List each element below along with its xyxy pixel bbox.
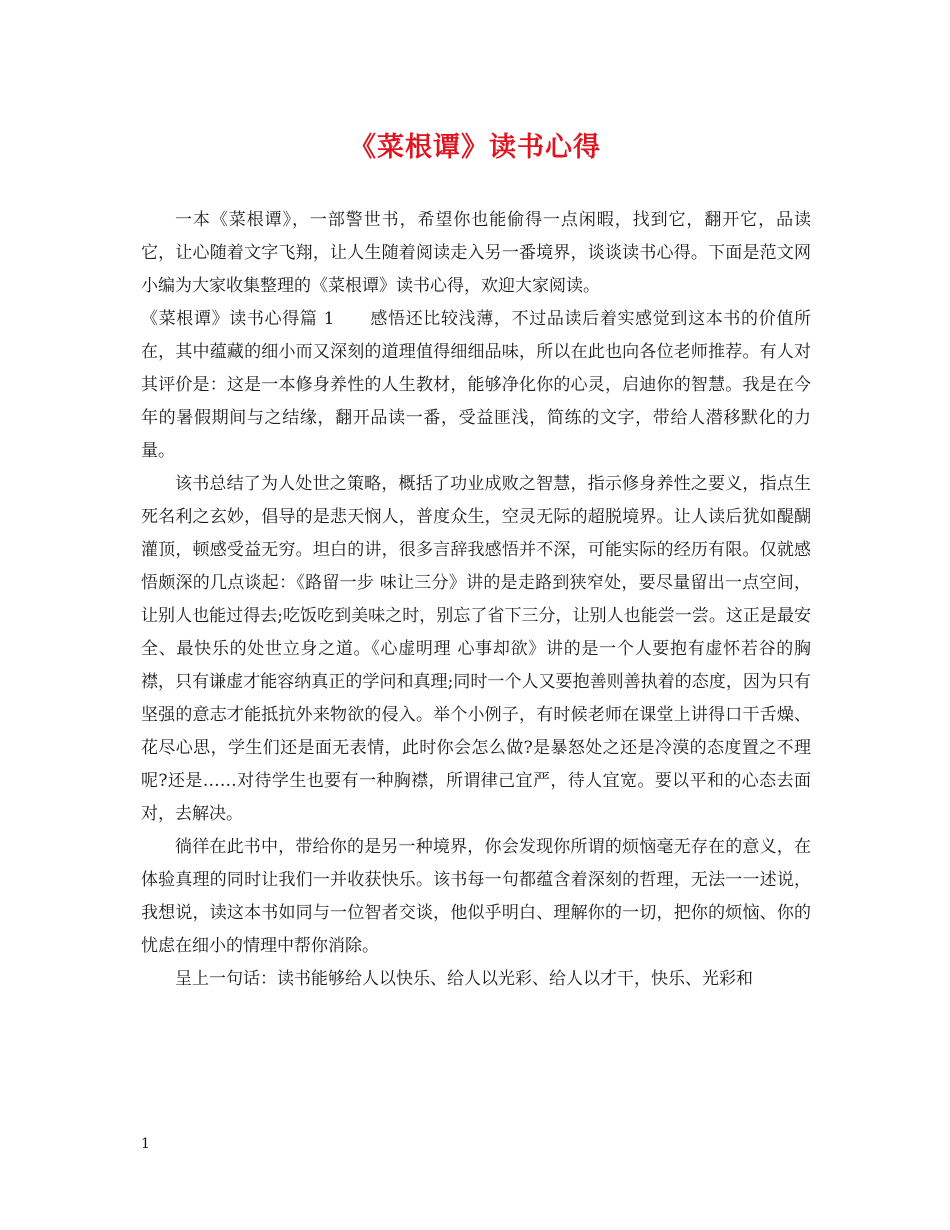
paragraph-intro: 一本《菜根谭》，一部警世书，希望你也能偷得一点闲暇，找到它，翻开它，品读它，让心随着文字飞翔，让人生随着阅读走入另一番境界，谈谈读书心得。下面是范文网小编为大家收集整理的《菜根谭》读书心得，欢迎大家阅读。 xyxy=(141,210,811,296)
paragraph-summary: 该书总结了为人处世之策略，概括了功业成败之智慧，指示修身养性之要义，指点生死名利之玄妙，倡导的是悲天悯人，普度众生，空灵无际的超脱境界。让人读后犹如醍醐灌顶，顿感受益无穷。坦白的讲，很多言辞我感悟并不深，可能实际的经历有限。仅就感悟颇深的几点谈起：《路留一步 味让三分》讲的是走路到狭窄处，要尽量留出一点空间，让别人也能过得去;吃饭吃到美味之时，别忘了省下三分，让别人也能尝一尝。这正是最安全、最快乐的处世立身之道。《心虚明理 心事却欲》讲的是一个人要抱有虚怀若谷的胸襟，只有谦虚才能容纳真正的学问和真理;同时一个人又要抱善则善执着的态度，因为只有坚强的意志才能抵抗外来物欲的侵入。举个小例子，有时候老师在课堂上讲得口干舌燥、花尽心思，学生们还是面无表情，此时你会怎么做?是暴怒处之还是冷漠的态度置之不理呢?还是……对待学生也要有一种胸襟，所谓律己宜严，待人宜宽。要以平和的心态去面对，去解决。 xyxy=(141,474,811,824)
paragraph-reflection: 徜徉在此书中，带给你的是另一种境界，你会发现你所谓的烦恼毫无存在的意义，在体验真理的同时让我们一并收获快乐。该书每一句都蕴含着深刻的哲理，无法一一述说，我想说，读这本书如同与一位智者交谈，他似乎明白、理解你的一切，把你的烦恼、你的忧虑在细小的情理中帮你消除。 xyxy=(141,837,811,956)
page-number: 1 xyxy=(141,1136,150,1152)
paragraph-section-1: 《菜根谭》读书心得篇 1 感悟还比较浅薄，不过品读后着实感觉到这本书的价值所在，其中蕴藏的细小而又深刻的道理值得细细品味，所以在此也向各位老师推荐。有人对其评价是：这是一本修身养性的人生教材，能够净化你的心灵，启迪你的智慧。我是在今年的暑假期间与之结缘，翻开品读一番，受益匪浅，简练的文字，带给人潜移默化的力量。 xyxy=(141,309,811,461)
paragraph-closing: 呈上一句话：读书能够给人以快乐、给人以光彩、给人以才干，快乐、光彩和 xyxy=(175,969,753,989)
document-body xyxy=(141,204,811,996)
document-title: 《菜根谭》读书心得 xyxy=(349,132,601,163)
